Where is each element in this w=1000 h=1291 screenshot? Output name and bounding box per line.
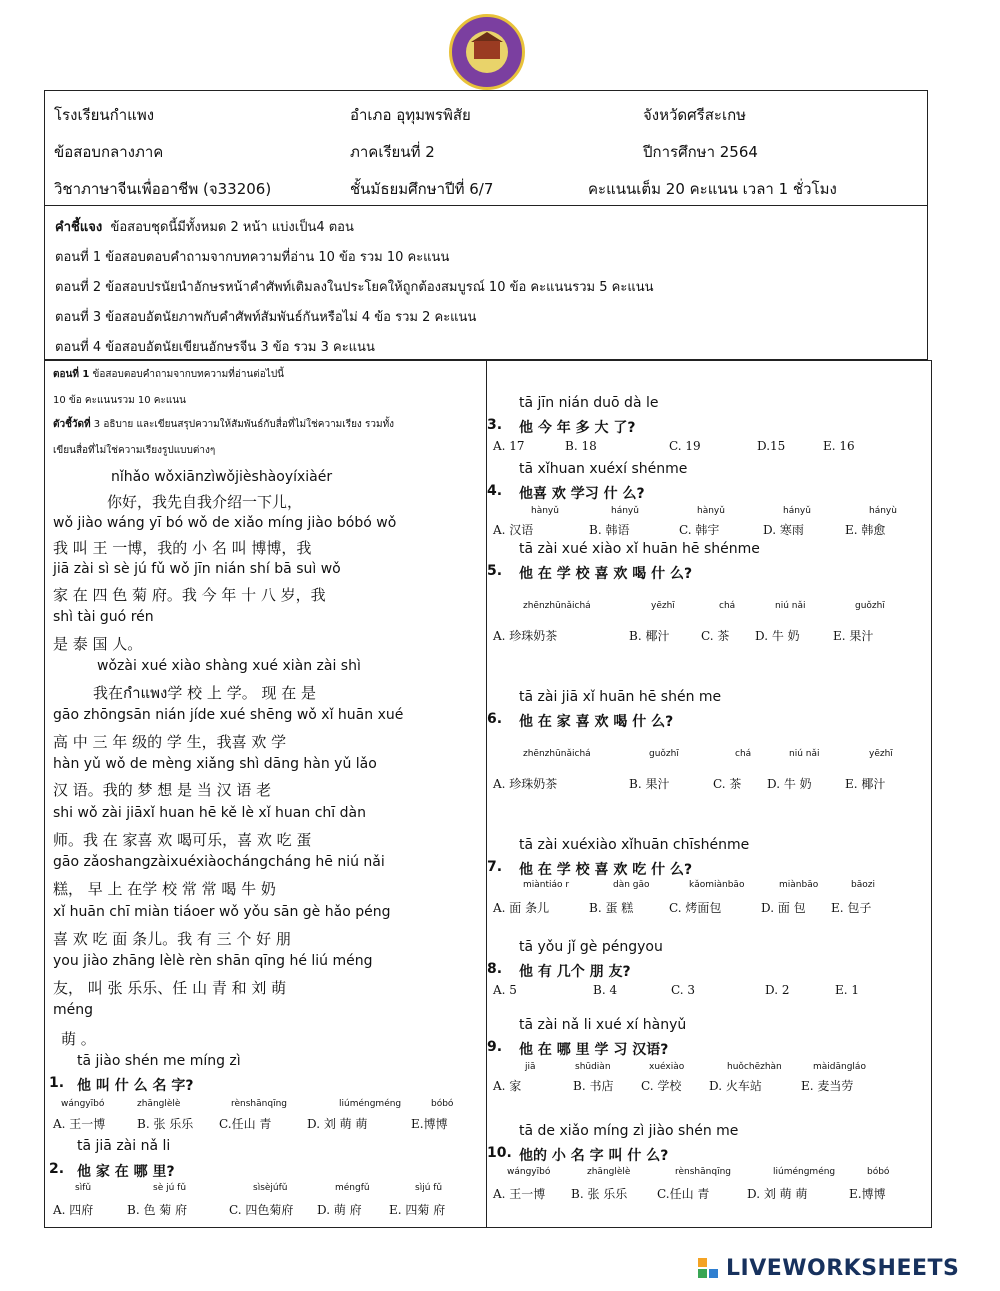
passage-hanzi-4: 是 泰 国 人。	[53, 635, 143, 653]
q7-option-d[interactable]: D. 面 包	[761, 901, 806, 915]
q5-number: 5.	[487, 563, 503, 579]
q3-option-e[interactable]: E. 16	[823, 439, 855, 453]
q7-text: 他 在 学 校 喜 欢 吃 什 么?	[519, 862, 693, 878]
passage-hanzi-10: 喜 欢 吃 面 条儿。我 有 三 个 好 朋	[53, 930, 291, 948]
indicator-bold: ตัวชี้วัดที่	[53, 419, 91, 430]
q6-option-e[interactable]: E. 椰汁	[845, 777, 886, 791]
q2-pinyin: tā jiā zài nǎ li	[77, 1138, 171, 1154]
part-1-title-bold: ตอนที่ 1	[53, 369, 90, 380]
q5-text: 他 在 学 校 喜 欢 喝 什 么?	[519, 566, 693, 582]
q10-opt-c-pinyin: rènshānqīng	[675, 1167, 731, 1177]
q9-opt-d-pinyin: huǒchēzhàn	[727, 1062, 782, 1072]
part-1-score: 10 ข้อ คะแนนรวม 10 คะแนน	[53, 395, 186, 406]
q3-option-c[interactable]: C. 19	[669, 439, 701, 453]
q5-option-a[interactable]: A. 珍珠奶茶	[493, 629, 558, 643]
indicator-rest: 3 อธิบาย และเขียนสรุปความให้สัมพันธ์กับสื่อที่ไม่ใช่ความเรียง รวมทั้ง	[90, 419, 395, 430]
q1-text: 他 叫 什 么 名 字?	[77, 1078, 194, 1094]
q4-option-a[interactable]: A. 汉语	[493, 523, 534, 537]
passage-hanzi-1: 你好，我先自我介绍一下儿，	[107, 493, 303, 511]
q6-opt-b-pinyin: guǒzhī	[649, 749, 679, 759]
q9-option-c[interactable]: C. 学校	[641, 1079, 682, 1093]
passage-pinyin-3: jiā zài sì sè jú fǔ wǒ jīn nián shí bā suì wǒ	[53, 561, 341, 577]
q6-text: 他 在 家 喜 欢 喝 什 么?	[519, 714, 674, 730]
q8-option-a[interactable]: A. 5	[493, 983, 517, 997]
q9-opt-e-pinyin: màidāngláo	[813, 1062, 866, 1072]
passage-pinyin-8: shi wǒ zài jiāxǐ huan hē kě lè xǐ huan chī dàn	[53, 805, 366, 821]
q5-opt-e-pinyin: guǒzhī	[855, 601, 885, 611]
q4-opt-c-pinyin: hànyǔ	[697, 506, 725, 516]
q9-option-a[interactable]: A. 家	[493, 1079, 522, 1093]
q2-opt-d-pinyin: méngfǔ	[335, 1183, 370, 1193]
grade: ชั้นมัธยมศึกษาปีที่ 6/7	[350, 180, 494, 198]
subject: วิชาภาษาจีนเพื่ออาชีพ (จ33206)	[54, 180, 272, 198]
passage-pinyin-11: you jiào zhāng lèlè rèn shān qīng hé liú méng	[53, 953, 373, 969]
q1-option-e[interactable]: E.博博	[411, 1117, 448, 1131]
q6-option-a[interactable]: A. 珍珠奶茶	[493, 777, 558, 791]
q10-opt-b-pinyin: zhānglèlè	[587, 1167, 631, 1177]
q7-option-a[interactable]: A. 面 条儿	[493, 901, 550, 915]
q10-option-e[interactable]: E.博博	[849, 1187, 886, 1201]
q1-opt-e-pinyin: bóbó	[431, 1099, 454, 1109]
q6-opt-e-pinyin: yēzhī	[869, 749, 893, 759]
logo-house	[474, 41, 500, 59]
passage-pinyin-4: shì tài guó rén	[53, 609, 154, 625]
q4-option-c[interactable]: C. 韩宇	[679, 523, 720, 537]
q4-opt-b-pinyin: hányǔ	[611, 506, 639, 516]
q10-pinyin: tā de xiǎo míng zì jiào shén me	[519, 1123, 739, 1139]
q9-pinyin: tā zài nǎ li xué xí hànyǔ	[519, 1017, 687, 1033]
q7-pinyin: tā zài xuéxiào xǐhuān chīshénme	[519, 837, 750, 853]
part-1-title	[53, 367, 284, 382]
passage-hanzi-9: 糕， 早 上 在学 校 常 常 喝 牛 奶	[53, 880, 276, 898]
q6-opt-d-pinyin: niú nǎi	[789, 749, 820, 759]
q3-pinyin: tā jīn nián duō dà le	[519, 395, 659, 411]
q9-opt-a-pinyin: jiā	[525, 1062, 536, 1072]
q5-option-b[interactable]: B. 椰汁	[629, 629, 670, 643]
q10-number: 10.	[487, 1145, 512, 1161]
q9-option-b[interactable]: B. 书店	[573, 1079, 614, 1093]
q4-number: 4.	[487, 483, 503, 499]
q2-opt-a-pinyin: sìfǔ	[75, 1183, 92, 1193]
q5-pinyin: tā zài xué xiào xǐ huān hē shénme	[519, 541, 760, 557]
q8-text: 他 有 几个 朋 友?	[519, 964, 631, 980]
q10-option-b[interactable]: B. 张 乐乐	[571, 1187, 628, 1201]
passage-pinyin-1: nǐhǎo wǒxiānzìwǒjièshàoyíxiàér	[111, 469, 333, 485]
q5-option-d[interactable]: D. 牛 奶	[755, 629, 800, 643]
liveworksheets-logo[interactable]: LIVEWORKSHEETS	[726, 1256, 960, 1281]
q8-option-e[interactable]: E. 1	[835, 983, 860, 997]
q6-option-b[interactable]: B. 果汁	[629, 777, 670, 791]
q4-option-e[interactable]: E. 韩愈	[845, 523, 886, 537]
q5-opt-c-pinyin: chá	[719, 601, 736, 611]
q10-option-a[interactable]: A. 王一博	[493, 1187, 546, 1201]
q1-opt-b-pinyin: zhānglèlè	[137, 1099, 181, 1109]
q6-option-d[interactable]: D. 牛 奶	[767, 777, 812, 791]
q2-option-b[interactable]: B. 色 菊 府	[127, 1203, 188, 1217]
q1-option-d[interactable]: D. 刘 萌 萌	[307, 1117, 368, 1131]
q8-option-b[interactable]: B. 4	[593, 983, 618, 997]
liveworksheets-icon	[698, 1258, 720, 1282]
passage-pinyin-5: wǒzài xué xiào shàng xué xiàn zài shì	[97, 658, 361, 674]
q4-opt-e-pinyin: hányù	[869, 506, 897, 516]
q7-opt-a-pinyin: miàntiáo r	[523, 880, 570, 890]
passage-pinyin-7: hàn yǔ wǒ de mèng xiǎng shì dāng hàn yǔ lǎo	[53, 756, 377, 772]
q5-opt-b-pinyin: yēzhī	[651, 601, 675, 611]
passage-hanzi-2: 我 叫 王 一博，我的 小 名 叫 博博，我	[53, 539, 312, 557]
q8-pinyin: tā yǒu jǐ gè péngyou	[519, 939, 663, 955]
q9-number: 9.	[487, 1039, 503, 1055]
q6-number: 6.	[487, 711, 503, 727]
q9-text: 他 在 哪 里 学 习 汉语?	[519, 1042, 669, 1058]
q1-pinyin: tā jiào shén me míng zì	[77, 1053, 241, 1069]
passage-hanzi-11: 友， 叫 张 乐乐、任 山 青 和 刘 萌	[53, 979, 287, 997]
q1-opt-a-pinyin: wángyībó	[61, 1099, 105, 1109]
score-time: คะแนนเต็ม 20 คะแนน เวลา 1 ชั่วโมง	[588, 180, 837, 198]
exam-header	[44, 90, 928, 206]
q6-pinyin: tā zài jiā xǐ huān hē shén me	[519, 689, 722, 705]
district: อำเภอ อุทุมพรพิสัย	[350, 106, 471, 124]
passage-hanzi-7: 汉 语。我的 梦 想 是 当 汉 语 老	[53, 781, 272, 799]
q4-pinyin: tā xǐhuan xuéxí shénme	[519, 461, 688, 477]
instructions-intro	[55, 216, 354, 237]
q2-opt-c-pinyin: sìsèjúfǔ	[253, 1183, 288, 1193]
q8-option-c[interactable]: C. 3	[671, 983, 696, 997]
q2-text: 他 家 在 哪 里?	[77, 1164, 175, 1180]
term: ภาคเรียนที่ 2	[350, 143, 435, 161]
q6-opt-c-pinyin: chá	[735, 749, 752, 759]
q7-option-c[interactable]: C. 烤面包	[669, 901, 722, 915]
q7-option-e[interactable]: E. 包子	[831, 901, 872, 915]
exam-type: ข้อสอบกลางภาค	[54, 143, 164, 161]
q10-opt-a-pinyin: wángyībó	[507, 1167, 551, 1177]
q7-opt-d-pinyin: miànbāo	[779, 880, 819, 890]
q2-option-a[interactable]: A. 四府	[53, 1203, 94, 1217]
q10-opt-d-pinyin: liúméngméng	[773, 1167, 836, 1177]
q5-opt-a-pinyin: zhēnzhūnǎichá	[523, 601, 591, 611]
school-name: โรงเรียนกำแพง	[54, 106, 155, 124]
q4-option-b[interactable]: B. 韩语	[589, 523, 630, 537]
instructions	[44, 206, 928, 360]
school-year: ปีการศึกษา 2564	[643, 143, 758, 161]
q7-opt-b-pinyin: dàn gāo	[613, 880, 650, 890]
q3-number: 3.	[487, 417, 503, 433]
instructions-title: คำชี้แจง	[55, 220, 103, 235]
q7-opt-e-pinyin: bāozi	[851, 880, 875, 890]
q8-number: 8.	[487, 961, 503, 977]
q5-option-c[interactable]: C. 茶	[701, 629, 730, 643]
question-area	[44, 360, 932, 1228]
passage-hanzi-8: 师。我 在 家喜 欢 喝可乐，喜 欢 吃 蛋	[53, 831, 312, 849]
q9-option-e[interactable]: E. 麦当劳	[801, 1079, 854, 1093]
instructions-intro-text: ข้อสอบชุดนี้มีทั้งหมด 2 หน้า แบ่งเป็น4 ตอน	[110, 220, 354, 235]
q10-opt-e-pinyin: bóbó	[867, 1167, 890, 1177]
province: จังหวัดศรีสะเกษ	[643, 106, 747, 124]
passage-pinyin-10: xǐ huān chī miàn tiáoer wǒ yǒu sān gè hǎo péng	[53, 904, 391, 920]
instructions-part-1: ตอนที่ 1 ข้อสอบตอบคำถามจากบทความที่อ่าน 10 ข้อ รวม 10 คะแนน	[55, 250, 450, 265]
q1-opt-c-pinyin: rènshānqīng	[231, 1099, 287, 1109]
passage-hanzi-3: 家 在 四 色 菊 府。我 今 年 十 八 岁，我	[53, 586, 326, 604]
q10-option-d[interactable]: D. 刘 萌 萌	[747, 1187, 808, 1201]
q9-opt-b-pinyin: shūdiàn	[575, 1062, 611, 1072]
q2-option-c[interactable]: C. 四色菊府	[229, 1203, 294, 1217]
q9-option-d[interactable]: D. 火车站	[709, 1079, 762, 1093]
q2-option-e[interactable]: E. 四菊 府	[389, 1203, 446, 1217]
part-1-title-rest: ข้อสอบตอบคำถามจากบทความที่อ่านต่อไปนี้	[89, 369, 285, 380]
q3-option-a[interactable]: A. 17	[493, 439, 525, 453]
passage-pinyin-6: gāo zhōngsān nián jíde xué shēng wǒ xǐ huān xué	[53, 707, 404, 723]
instructions-part-2: ตอนที่ 2 ข้อสอบปรนัยนำอักษรหน้าคำศัพท์เติมลงในประโยคให้ถูกต้องสมบูรณ์ 10 ข้อ คะแนนรวม 5 คะแนน	[55, 280, 654, 295]
instructions-part-4: ตอนที่ 4 ข้อสอบอัตนัยเขียนอักษรจีน 3 ข้อ รวม 3 คะแนน	[55, 340, 375, 355]
q6-opt-a-pinyin: zhēnzhūnǎichá	[523, 749, 591, 759]
q4-opt-d-pinyin: hányǔ	[783, 506, 811, 516]
school-logo	[449, 14, 525, 90]
q1-number: 1.	[49, 1075, 65, 1091]
q5-opt-d-pinyin: niú nǎi	[775, 601, 806, 611]
q3-text: 他 今 年 多 大 了?	[519, 420, 636, 436]
q10-option-c[interactable]: C.任山 青	[657, 1187, 710, 1201]
passage-hanzi-6: 高 中 三 年 级的 学 生，我喜 欢 学	[53, 733, 287, 751]
q4-option-d[interactable]: D. 寒雨	[763, 523, 804, 537]
q2-option-d[interactable]: D. 萌 府	[317, 1203, 362, 1217]
q7-option-b[interactable]: B. 蛋 糕	[589, 901, 634, 915]
q7-opt-c-pinyin: kǎomiànbāo	[689, 880, 745, 890]
passage-hanzi-5: 我在กำแพง学 校 上 学。 现 在 是	[93, 684, 316, 702]
passage-pinyin-12: méng	[53, 1002, 94, 1018]
q2-opt-b-pinyin: sè jú fǔ	[153, 1183, 187, 1193]
passage-pinyin-2: wǒ jiào wáng yī bó wǒ de xiǎo míng jiào bóbó wǒ	[53, 515, 397, 531]
q1-option-a[interactable]: A. 王一博	[53, 1117, 106, 1131]
q1-option-c[interactable]: C.任山 青	[219, 1117, 272, 1131]
q4-text: 他喜 欢 学习 什 么?	[519, 486, 645, 502]
passage-pinyin-9: gāo zǎoshangzàixuéxiàochángcháng hē niú nǎi	[53, 854, 385, 870]
q3-option-d[interactable]: D.15	[757, 439, 786, 453]
passage-hanzi-12: 萌 。	[61, 1030, 96, 1048]
q4-opt-a-pinyin: hànyǔ	[531, 506, 559, 516]
indicator-line-2: เขียนสื่อที่ไม่ใช่ความเรียงรูปแบบต่างๆ	[53, 445, 216, 456]
q7-number: 7.	[487, 859, 503, 875]
q5-option-e[interactable]: E. 果汁	[833, 629, 874, 643]
indicator-line-1	[53, 417, 394, 432]
instructions-part-3: ตอนที่ 3 ข้อสอบอัตนัยภาพกับคำศัพท์สัมพันธ์กันหรือไม่ 4 ข้อ รวม 2 คะแนน	[55, 310, 477, 325]
q2-opt-e-pinyin: sìjú fǔ	[415, 1183, 443, 1193]
q8-option-d[interactable]: D. 2	[765, 983, 790, 997]
q1-opt-d-pinyin: liúméngméng	[339, 1099, 402, 1109]
q1-option-b[interactable]: B. 张 乐乐	[137, 1117, 194, 1131]
q10-text: 他的 小 名 字 叫 什 么?	[519, 1148, 669, 1164]
q9-opt-c-pinyin: xuéxiào	[649, 1062, 685, 1072]
q3-option-b[interactable]: B. 18	[565, 439, 597, 453]
q6-option-c[interactable]: C. 茶	[713, 777, 742, 791]
q2-number: 2.	[49, 1161, 65, 1177]
